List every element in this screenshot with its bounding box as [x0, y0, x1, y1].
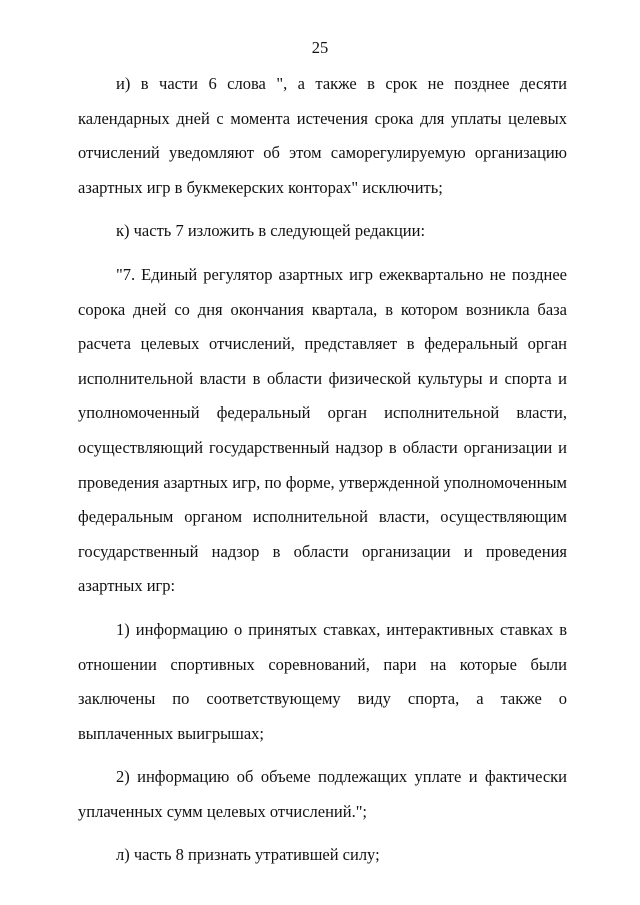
- paragraph-subitem-1: 1) информацию о принятых ставках, интерактивных ставках в отношении спортивных соревнований, пари на которые были заключены по соответствующему виду спорта, а также о выплаченных выигрышах;: [78, 619, 567, 743]
- paragraph-item-k: к) часть 7 изложить в следующей редакции:: [116, 221, 426, 241]
- paragraph-item-i: и) в части 6 слова ", а также в срок не позднее десяти календарных дней с момента истечения срока для уплаты целевых отчислений уведомляют об этом саморегулируемую организацию азартных игр в букмекерских конторах" исключить;: [78, 74, 567, 197]
- paragraph-subitem-2: 2) информацию об объеме подлежащих уплате и фактически уплаченных сумм целевых отчислений.";: [78, 767, 567, 821]
- page-number: 25: [311, 38, 329, 57]
- paragraph-part-7-text: "7. Единый регулятор азартных игр ежеквартально не позднее сорока дней со дня окончания квартала, в котором возникла база расчета целевых отчислений, представляет в федеральный орган исполнительной власти в области физической культуры и спорта и уполномоченный федеральный орган исполнительной власти, осуществляющий государственный надзор в области организации и проведения азартных игр, по форме, утвержденной уполномоченным федеральным органом исполнительной власти, осуществляющим государственный надзор в области организации и проведения азартных игр:: [78, 264, 567, 596]
- document-body: [78, 67, 567, 882]
- paragraph-item-l: л) часть 8 признать утратившей силу;: [116, 845, 380, 865]
